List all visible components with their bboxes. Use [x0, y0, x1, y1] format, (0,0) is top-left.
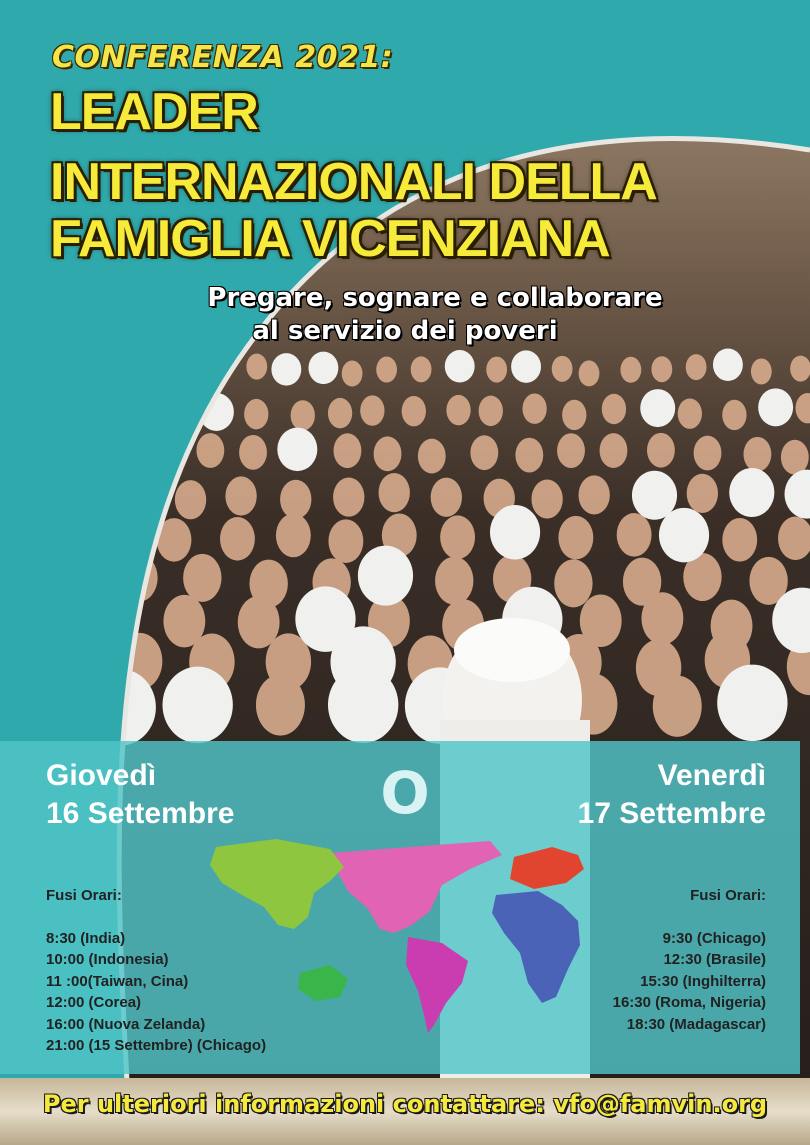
time-row: 11 :00(Taiwan, Cina) — [46, 972, 189, 990]
time-row: 16:00 (Nuova Zelanda) — [46, 1015, 206, 1033]
time-row: 16:30 (Roma, Nigeria) — [612, 994, 766, 1011]
day-thursday — [46, 757, 234, 832]
weekday-right: Venerdì — [657, 759, 766, 792]
time-row: 8:30 (India) — [46, 929, 126, 947]
timezones-heading-left: Fusi Orari: — [46, 887, 122, 904]
time-row: 10:00 (Indonesia) — [46, 951, 169, 968]
date-left: 16 Settembre — [46, 796, 235, 830]
time-row: 12:00 (Corea) — [46, 994, 142, 1011]
timezones-left — [46, 885, 266, 1057]
or-separator: O — [380, 759, 430, 827]
subtitle-line-2: al servizio dei poveri — [252, 316, 558, 346]
time-row: 12:30 (Brasile) — [663, 951, 766, 968]
map-north-america — [330, 841, 502, 933]
footer-band — [0, 1078, 810, 1145]
title-line-3: FAMIGLIA VICENZIANA — [50, 210, 610, 268]
time-row: 15:30 (Inghilterra) — [640, 972, 766, 990]
map-oceania — [298, 965, 348, 1001]
date-right: 17 Settembre — [577, 796, 766, 830]
timezones-right — [613, 885, 766, 1035]
title-line-2: INTERNAZIONALI DELLA — [50, 153, 657, 211]
day-friday — [578, 757, 766, 832]
conference-kicker: CONFERENZA 2021: — [52, 40, 394, 75]
map-south-america — [406, 937, 468, 1033]
timezones-heading-right: Fusi Orari: — [690, 887, 766, 904]
time-row: 18:30 (Madagascar) — [626, 1015, 766, 1033]
title-line-1: LEADER — [50, 83, 258, 141]
time-row: 9:30 (Chicago) — [662, 929, 766, 947]
contact-text: Per ulteriori informazioni contattare: vfo@famvin.org — [42, 1090, 768, 1118]
weekday-left: Giovedì — [46, 759, 157, 792]
map-africa — [492, 891, 580, 1003]
schedule-panel — [0, 741, 800, 1074]
map-europe — [510, 847, 584, 889]
subtitle-line-1: Pregare, sognare e collaborare — [207, 283, 663, 313]
time-row: 21:00 (15 Settembre) (Chicago) — [46, 1037, 267, 1054]
